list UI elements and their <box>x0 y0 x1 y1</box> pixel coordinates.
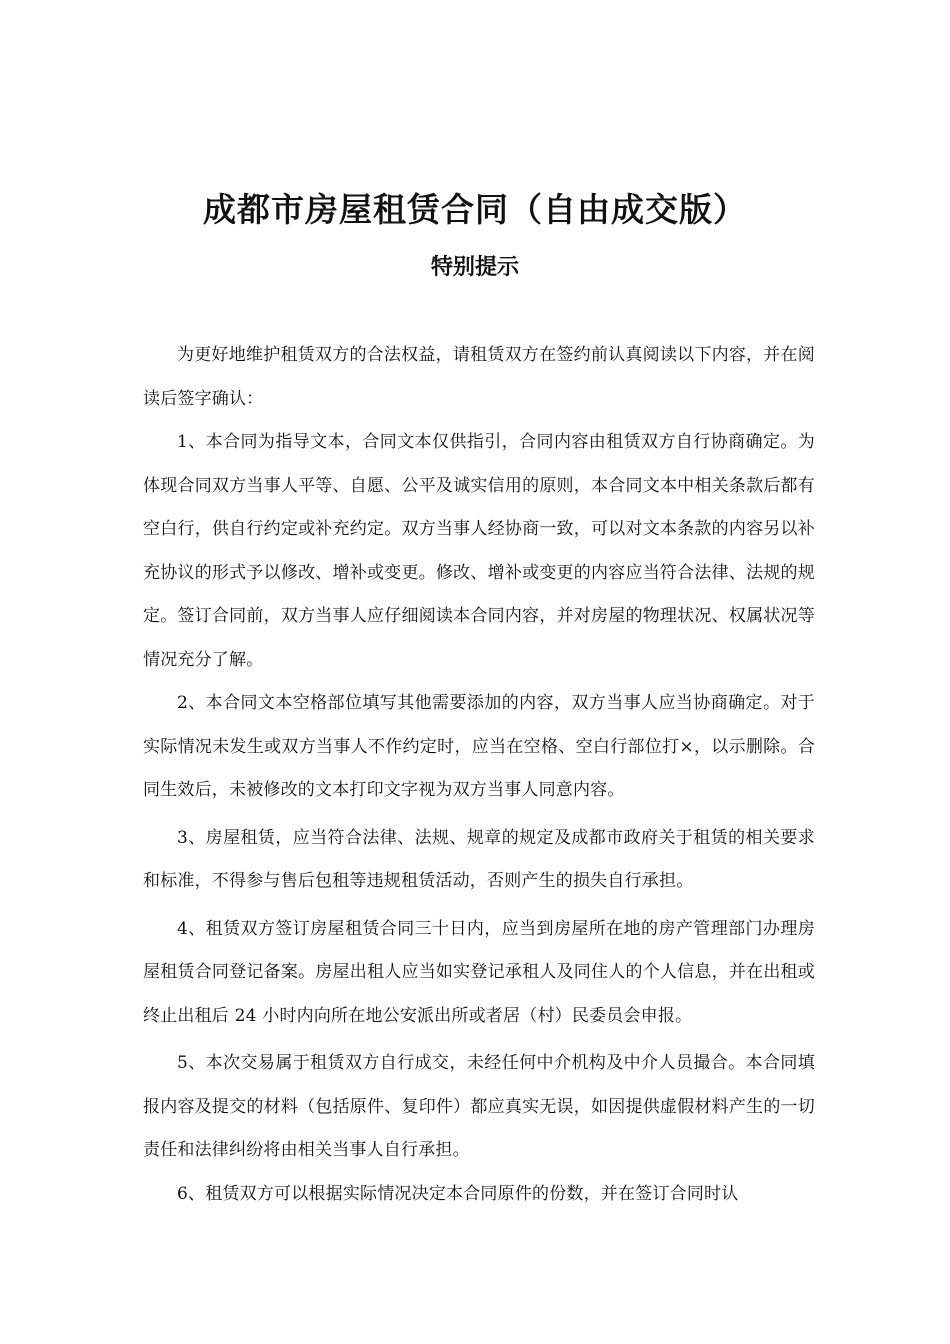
clause-4-paragraph: 4、租赁双方签订房屋租赁合同三十日内，应当到房屋所在地的房产管理部门办理房屋租赁合同登记备案。房屋出租人应当如实登记承租人及同住人的个人信息，并在出租或终止出租后 24 小时内向所在地公安派出所或者居（村）民委员会申报。 <box>143 918 815 1026</box>
section-heading: 特别提示 <box>430 255 519 280</box>
clause-3-paragraph: 3、房屋租赁，应当符合法律、法规、规章的规定及成都市政府关于租赁的相关要求和标准，不得参与售后包租等违规租赁活动，否则产生的损失自行承担。 <box>143 827 815 891</box>
clause-5-paragraph: 5、本次交易属于租赁双方自行成交，未经任何中介机构及中介人员撮合。本合同填报内容及提交的材料（包括原件、复印件）都应真实无误，如因提供虚假材料产生的一切责任和法律纠纷将由相关当事人自行承担。 <box>143 1053 815 1160</box>
clause-1-paragraph: 1、本合同为指导文本，合同文本仅供指引，合同内容由租赁双方自行协商确定。为体现合同双方当事人平等、自愿、公平及诚实信用的原则，本合同文本中相关条款后都有空白行，供自行约定或补充约定。双方当事人经协商一致，可以对文本条款的内容另以补充协议的形式予以修改、增补或变更。修改、增补或变更的内容应当符合法律、法规的规定。签订合同前，双方当事人应仔细阅读本合同内容，并对房屋的物理状况、权属状况等情况充分了解。 <box>143 432 815 670</box>
intro-paragraph: 为更好地维护租赁双方的合法权益，请租赁双方在签约前认真阅读以下内容，并在阅读后签字确认： <box>143 345 815 409</box>
clause-2-paragraph: 2、本合同文本空格部位填写其他需要添加的内容，双方当事人应当协商确定。对于实际情况未发生或双方当事人不作约定时，应当在空格、空白行部位打×，以示删除。合同生效后，未被修改的文本打印文字视为双方当事人同意内容。 <box>143 693 815 800</box>
document-title: 成都市房屋租赁合同（自由成交版） <box>203 190 747 229</box>
document-body <box>143 334 815 1216</box>
clause-6-paragraph: 6、租赁双方可以根据实际情况决定本合同原件的份数，并在签订合同时认 <box>177 1183 739 1204</box>
